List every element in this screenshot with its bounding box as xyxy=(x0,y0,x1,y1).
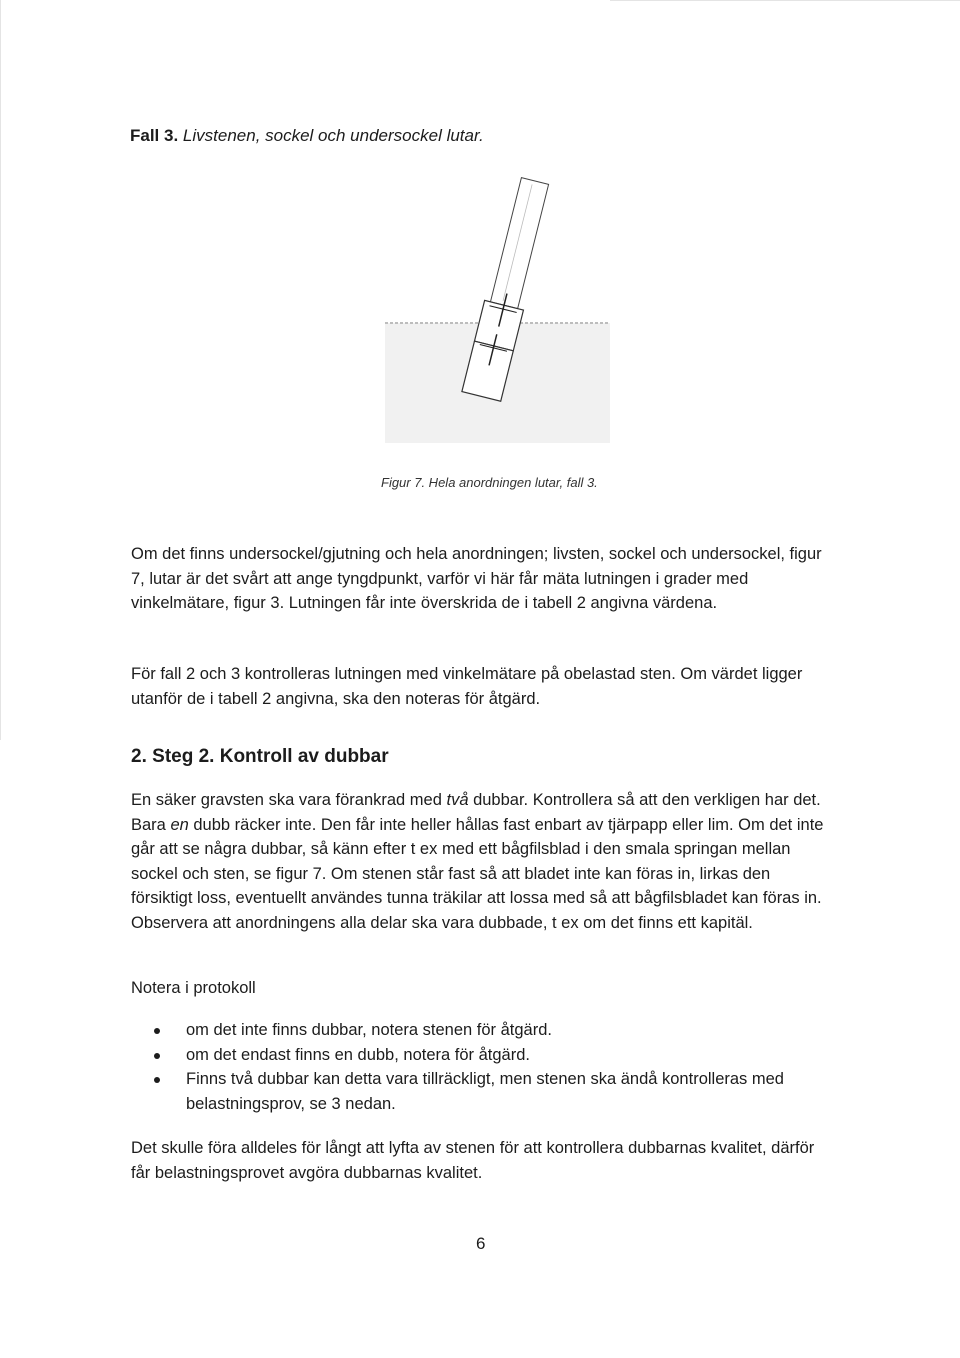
list-item-text: om det endast finns en dubb, notera för åtgärd. xyxy=(186,1045,530,1064)
headstone xyxy=(490,178,548,309)
paragraph-inclination: Om det finns undersockel/gjutning och hela anordningen; livsten, sockel och undersockel, figur 7, lutar är det svårt att ange tyngdpunkt, varför vi här får mäta lutningen i grader med vinkelmätare, figur 3. Lutningen får inte överskrida de i tabell 2 angivna värdena. xyxy=(131,545,822,612)
protocol-list xyxy=(150,1018,850,1116)
case-heading xyxy=(130,126,484,146)
figure-caption: Figur 7. Hela anordningen lutar, fall 3. xyxy=(381,475,598,490)
list-item xyxy=(150,1067,850,1116)
case-heading-number: Fall 3. xyxy=(130,126,179,145)
list-item-text: om det inte finns dubbar, notera stenen för åtgärd. xyxy=(186,1021,552,1039)
scan-edge-top xyxy=(610,0,960,1)
section-title: Steg 2. Kontroll av dubbar xyxy=(152,746,389,767)
paragraph-inclination-check: För fall 2 och 3 kontrolleras lutningen med vinkelmätare på obelastad sten. Om värdet ligger utanför de i tabell 2 angivna, ska den noteras för åtgärd. xyxy=(131,665,803,708)
dowels-text-emphasis-one: en xyxy=(170,815,189,834)
paragraph-dowels xyxy=(131,788,831,935)
section-heading xyxy=(131,746,389,768)
scan-edge-left xyxy=(0,0,1,740)
page-number: 6 xyxy=(476,1234,486,1253)
bullet-icon xyxy=(154,1077,160,1083)
dowels-text-a: En säker gravsten ska vara förankrad med xyxy=(131,791,447,809)
dowels-text-c: dubbar. Kontrollera så att den verkligen har det. Bara xyxy=(131,791,821,834)
dowels-text-emphasis-two: två xyxy=(446,791,469,809)
list-item xyxy=(150,1018,850,1043)
case-heading-title: Livstenen, sockel och undersockel lutar. xyxy=(182,126,484,145)
bullet-icon xyxy=(154,1053,160,1059)
dowels-text-e: dubb räcker inte. Den får inte heller hållas fast enbart av tjärpapp eller lim. Om det inte går att se några dubbar, så känn efter t ex med ett bågfilsblad i den smala springan mellan sockel och sten, se figur 7. Om stenen står fast så att bladet inte kan föras in, lirkas den försiktigt loss, eventuellt användes tunna träkilar att lossa med så att bågfilsbladet kan föras in. Observera att anordningens alla delar ska vara dubbade, t ex om det finns ett kapitäl. xyxy=(131,815,824,932)
protocol-label: Notera i protokoll xyxy=(131,979,256,997)
section-number: 2. xyxy=(131,746,147,767)
paragraph-load-test: Det skulle föra alldeles för långt att lyfta av stenen för att kontrollera dubbarnas kvalitet, därför får belastningsprovet avgöra dubbarnas kvalitet. xyxy=(131,1139,815,1182)
list-item xyxy=(150,1043,850,1068)
tilted-stone-figure xyxy=(380,165,620,445)
bullet-icon xyxy=(154,1028,160,1034)
list-item-text: Finns två dubbar kan detta vara tillräckligt, men stenen ska ändå kontrolleras med belastningsprov, se 3 nedan. xyxy=(186,1070,784,1113)
